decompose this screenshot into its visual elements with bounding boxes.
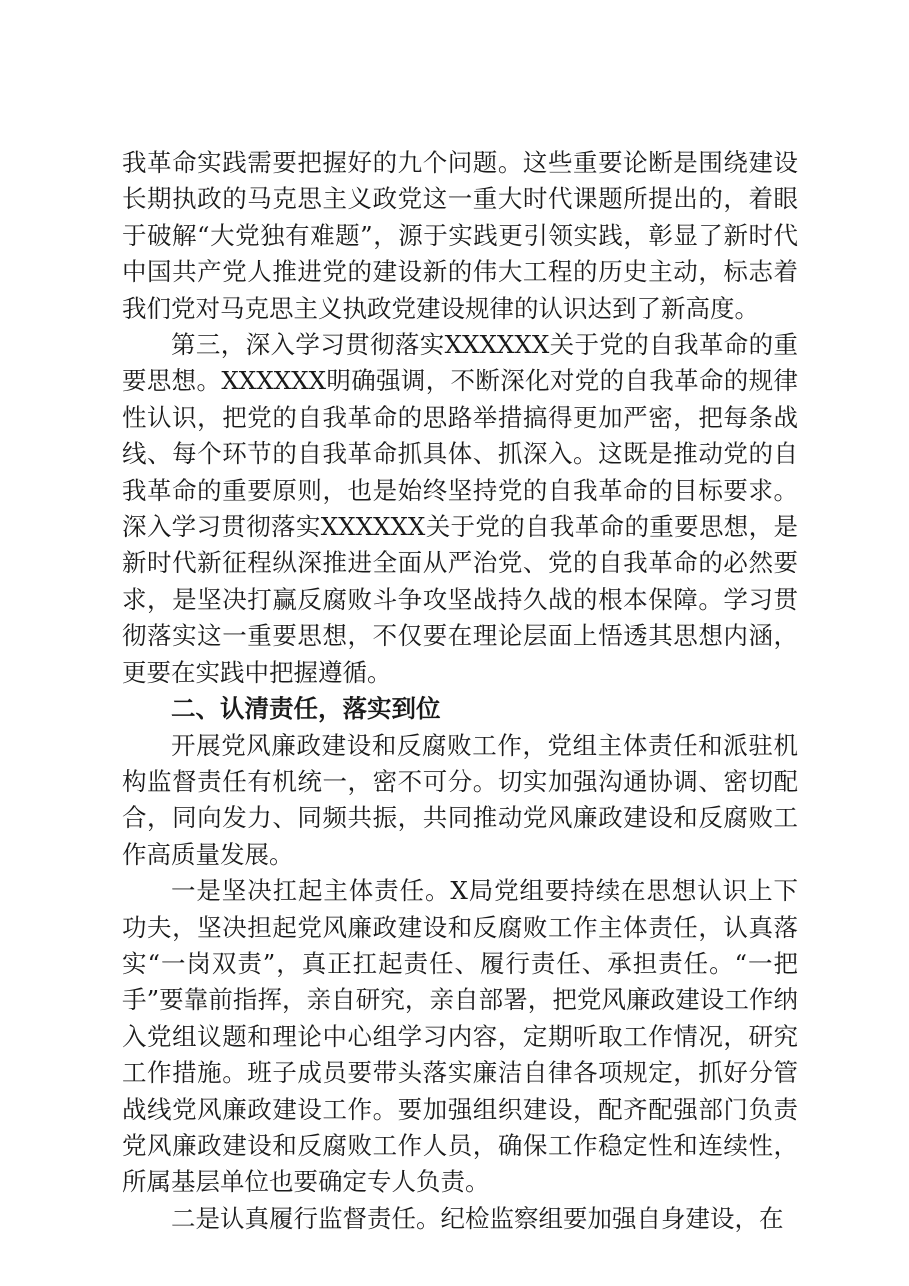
paragraph-continuation: 我革命实践需要把握好的九个问题。这些重要论断是围绕建设长期执政的马克思主义政党这一重大时代课题所提出的，着眼于破解“大党独有难题”，源于实践更引领实践，彰显了新时代中国共产党人推进党的建设新的伟大工程的历史主动，标志着我们党对马克思主义执政党建设规律的认识达到了新高度。 (122, 148, 798, 323)
paragraph-main-responsibility: 一是坚决扛起主体责任。X局党组要持续在思想认识上下功夫，坚决担起党风廉政建设和反腐败工作主体责任，认真落实“一岗双责”，真正扛起责任、履行责任、承担责任。“一把手”要靠前指挥，亲自研究，亲自部署，把党风廉政建设工作纳入党组议题和理论中心组学习内容，定期听取工作情况，研究工作措施。班子成员要带头落实廉洁自律各项规定，抓好分管战线党风廉政建设工作。要加强组织建设，配齐配强部门负责党风廉政建设和反腐败工作人员，确保工作稳定性和连续性，所属基层单位也要确定专人负责。 (122, 876, 798, 1197)
paragraph-supervision-responsibility: 二是认真履行监督责任。纪检监察组要加强自身建设，在 (171, 1203, 784, 1233)
document-page (122, 145, 798, 1237)
paragraph-responsibility-intro: 开展党风廉政建设和反腐败工作，党组主体责任和派驻机构监督责任有机统一，密不可分。切实加强沟通协调、密切配合，同向发力、同频共振，共同推动党风廉政建设和反腐败工作高质量发展。 (122, 730, 798, 869)
section-heading: 二、认清责任，落实到位 (171, 694, 441, 724)
paragraph-third-point: 第三，深入学习贯彻落实XXXXXX关于党的自我革命的重要思想。XXXXXX明确强调，不断深化对党的自我革命的规律性认识，把党的自我革命的思路举措搞得更加严密，把每条战线、每个环节的自我革命抓具体、抓深入。这既是推动党的自我革命的重要原则，也是始终坚持党的自我革命的目标要求。深入学习贯彻落实XXXXXX关于党的自我革命的重要思想，是新时代新征程纵深推进全面从严治党、党的自我革命的必然要求，是坚决打赢反腐败斗争攻坚战持久战的根本保障。学习贯彻落实这一重要思想，不仅要在理论层面上悟透其思想内涵，更要在实践中把握遵循。 (122, 330, 798, 687)
